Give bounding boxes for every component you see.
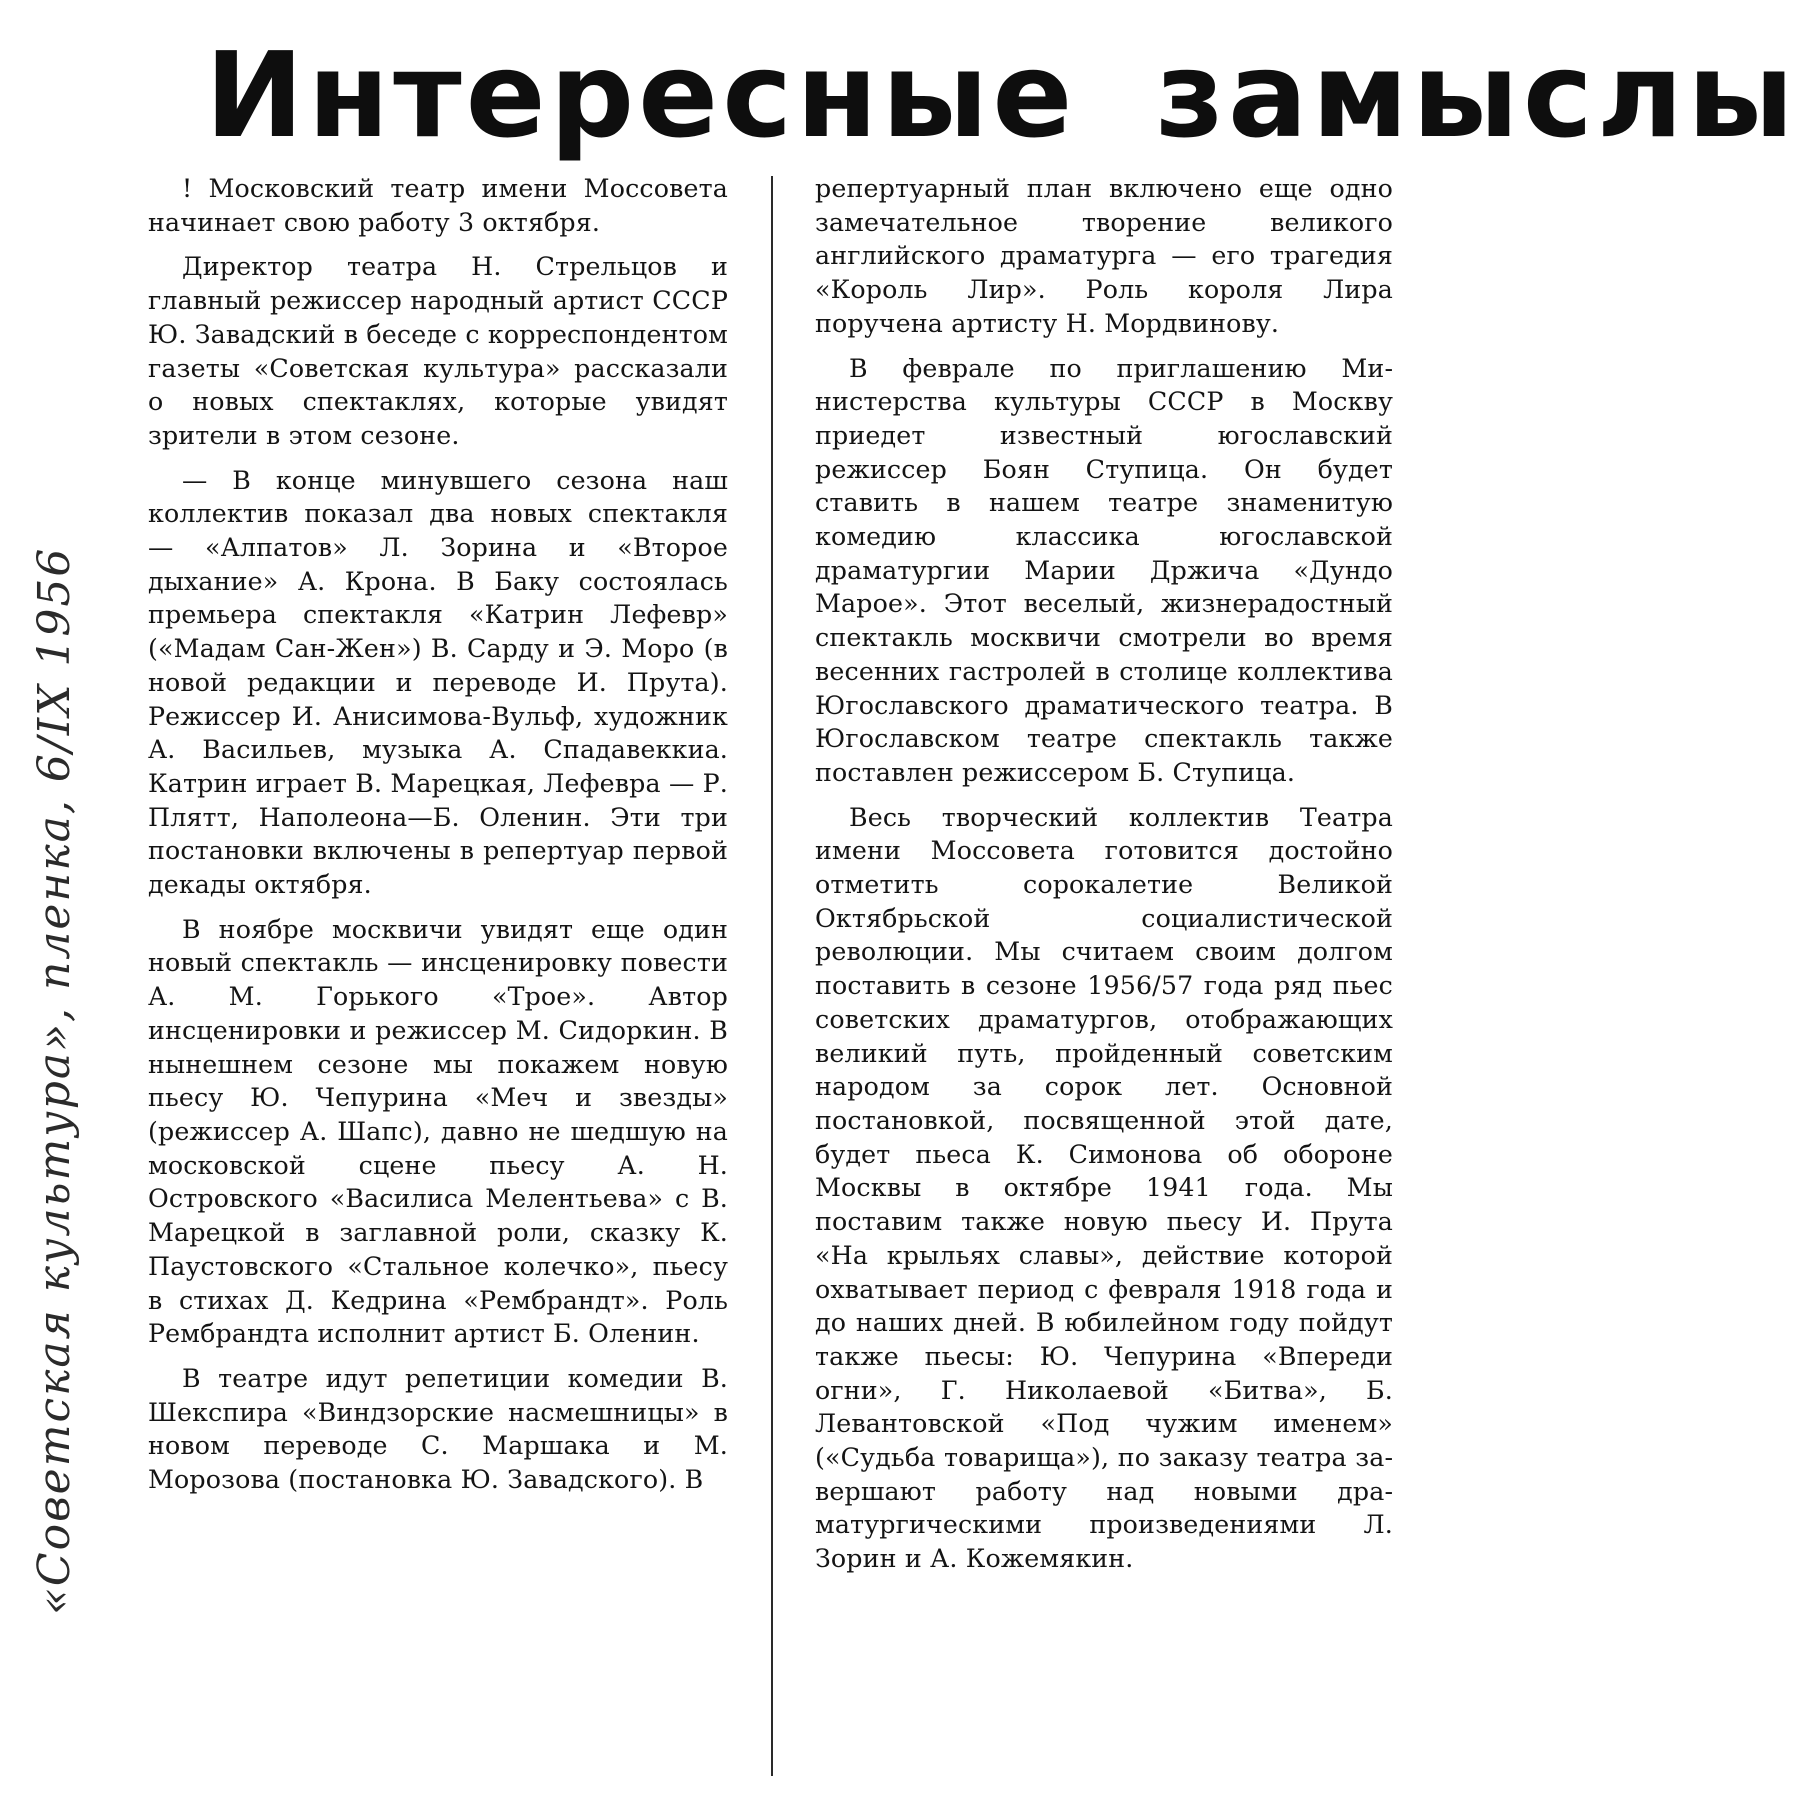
paragraph: В феврале по приглашению Министерства культуры СССР в Москву приедет известный югославский режиссер Боян Ступица. Он будет ставить в нашем театре знаменитую комедию классика югославской драматургии Марии Држича «Дундо Марое». Этот веселый, жизнерадостный спектакль москвичи смотрели во время весенних гастролей в столице коллектива Югославского драматического театра. В Югославском театре спектакль также поставлен режиссером Б. Ступица. <box>815 353 1393 787</box>
paragraph: В театре идут репетиции комедии В. Шекспира «Виндзорские насмешницы» в новом переводе С. Маршака и М. Морозова (постановка Ю. Завадского). В <box>148 1363 728 1495</box>
paragraph: репертуарный план включено еще одно замечательное творение великого английского драматурга — его трагедия «Король Лир». Роль короля Лира поручена артисту Н. Мордвинову. <box>815 174 1393 338</box>
paragraph: Весь творческий коллектив Театра имени Моссовета готовится достойно отметить сорокалетие Великой Октябрьской социалистической революции. Мы считаем своим долгом поставить в сезоне 1956/57 года ряд пьес советских драматургов, отображающих великий путь, пройденный советским народом за сорок лет. Основной постановкой, посвященной этой дате, будет пьеса К. Симонова об обороне Москвы в октябре 1941 года. Мы поставим также новую пьесу И. Прута «На крыльях славы», действие которой охватывает период с февраля 1918 года и до наших дней. В юбилейном году пойдут также пьесы: Ю. Чепурина «Впереди огни», Г. Николаевой «Битва», Б. Левантовской «Под чужим именем» («Судьба товарища»), по заказу театра завершают работу над новыми драматургическими произведениями Л. Зорин и А. Кожемякин. <box>815 802 1393 1574</box>
paragraph: Директор театра Н. Стрельцов и главный режиссер народный артист СССР Ю. Завадский в беседе с корреспондентом газеты «Советская культура» рассказали о новых спектаклях, которые увидят зрители в этом сезоне. <box>148 252 728 450</box>
left-text-column <box>148 172 728 1508</box>
handwritten-source-note: «Советская культура», пленка, 6/IX 1956 <box>29 546 80 1615</box>
article-headline: Интересные замыслы <box>205 26 1798 164</box>
right-text-column <box>815 172 1393 1587</box>
paragraph: — В конце минувшего сезона наш коллектив показал два новых спектакля — «Алпатов» Л. Зорина и «Второе дыхание» А. Крона. В Баку состоялась премьера спектакля «Катрин Лефевр» («Мадам Сан-Жен») В. Сарду и Э. Моро (в новой редакции и переводе И. Прута). Режиссер И. Анисимова-Вульф, художник А. Васильев, музыка А. Спадавеккиа. Катрин играет В. Марецкая, Лефевра — Р. Плятт, Наполеона—Б. Оленин. Эти три постановки включены в репертуар первой декады октября. <box>148 465 728 900</box>
column-divider <box>771 176 773 1776</box>
paragraph: ! Московский театр имени Моссовета начинает свою работу 3 октября. <box>148 174 728 237</box>
paragraph: В ноябре москвичи увидят еще один новый спектакль — инсценировку повести А. М. Горького «Трое». Автор инсценировки и режиссер М. Сидоркин. В нынешнем сезоне мы покажем новую пьесу Ю. Чепурина «Меч и звезды» (режиссер А. Шапс), давно не шедшую на московской сцене пьесу А. Н. Островского «Василиса Мелентьева» с В. Марецкой в заглавной роли, сказку К. Паустовского «Стальное колечко», пьесу в стихах Д. Кедрина «Рембрандт». Роль Рембрандта исполнит артист Б. Оленин. <box>148 914 728 1349</box>
